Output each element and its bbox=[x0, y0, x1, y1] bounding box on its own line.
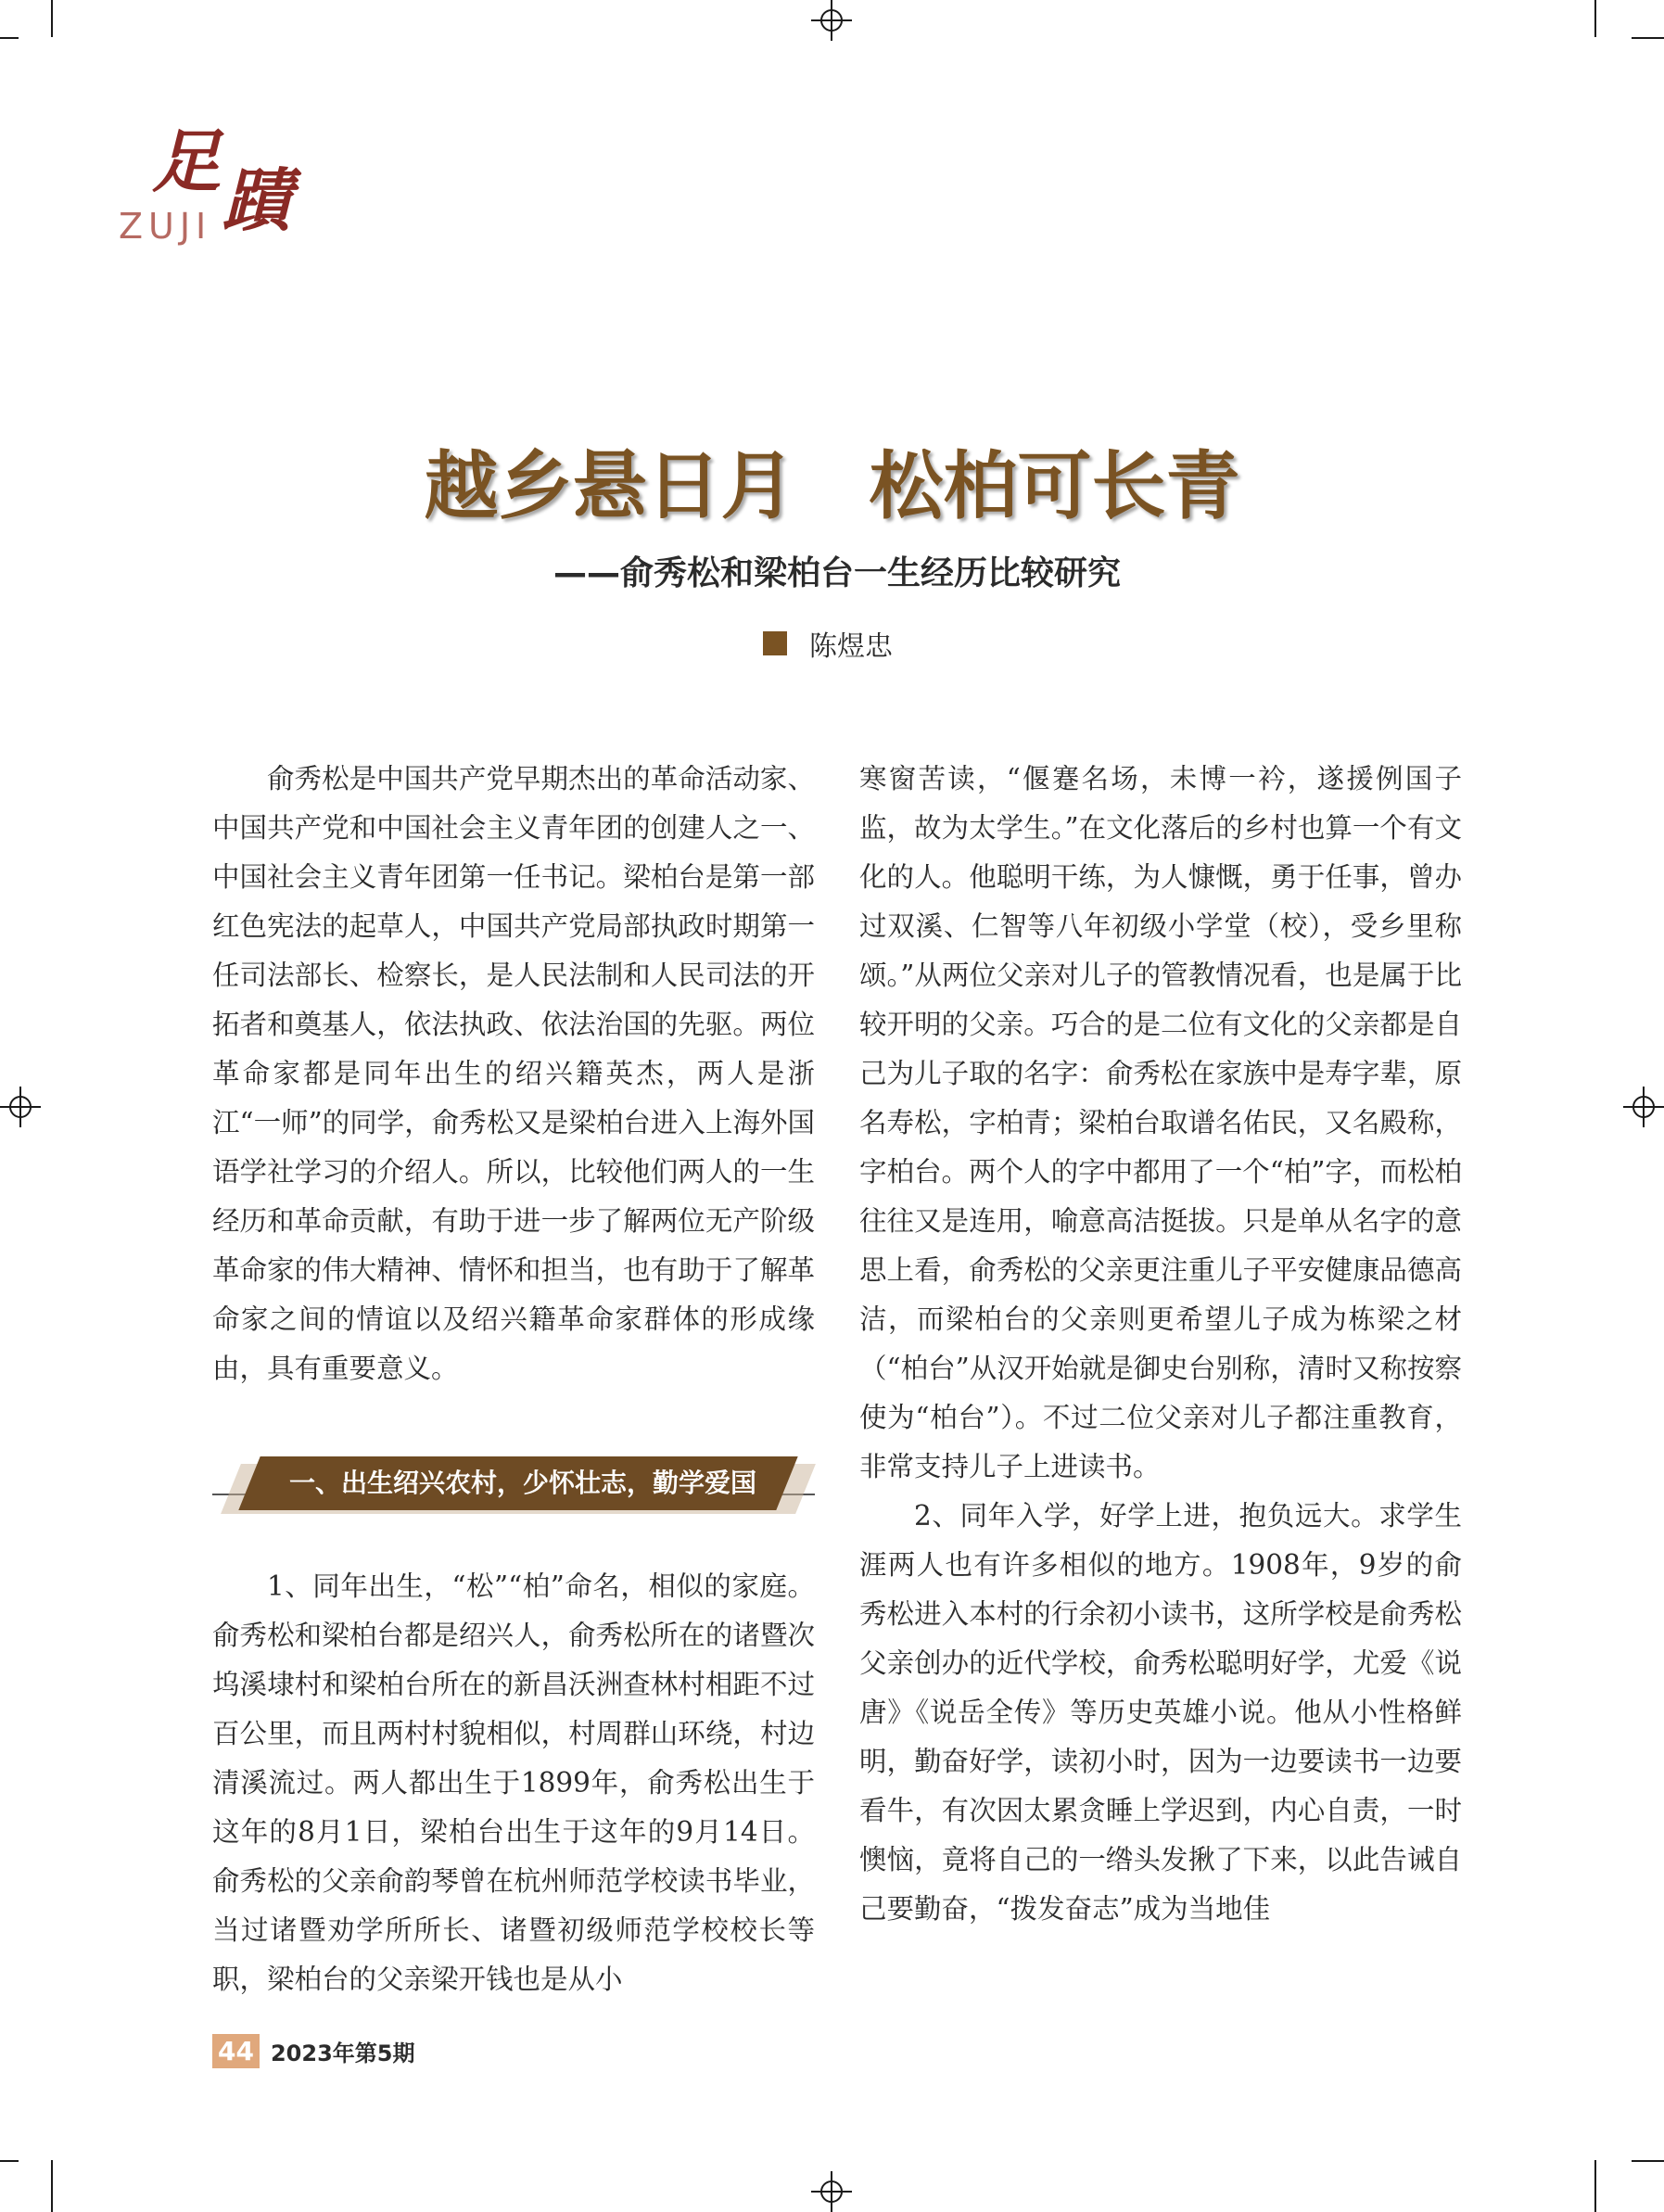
author-name: 陈煜忠 bbox=[809, 630, 893, 663]
crop-mark bbox=[51, 2160, 53, 2212]
crop-mark bbox=[1632, 2160, 1664, 2162]
body-paragraph: 2、同年入学，好学上进，抱负远大。求学生涯两人也有许多相似的地方。1908年，9岁的俞秀松进入本村的行余初小读书，这所学校是俞秀松父亲创办的近代学校，俞秀松聪明好学，尤爱《说唐》《说岳全传》等历史英雄小说。他从小性格鲜明，勤奋好学，读初小时，因为一边要读书一边要看牛，有次因太累贪睡上学迟到，内心自责，一时懊恼，竟将自己的一绺头发揪了下来，以此告诫自己要勤奋，“拨发奋志”成为当地佳 bbox=[859, 1500, 1462, 1925]
page-footer bbox=[212, 2034, 414, 2068]
right-column bbox=[859, 755, 1462, 1934]
author-byline bbox=[763, 623, 893, 664]
article-title: 越乡悬日月 松柏可长青 bbox=[424, 443, 1240, 529]
heading-text: 一、出生绍兴农村，少怀壮志，勤学爱国 bbox=[288, 1468, 756, 1498]
issue-label: 2023年第5期 bbox=[270, 2040, 415, 2066]
page-number: 44 bbox=[212, 2034, 260, 2068]
crop-mark bbox=[0, 37, 19, 39]
crop-mark bbox=[1594, 0, 1596, 37]
crop-mark bbox=[1594, 2160, 1596, 2212]
intro-paragraph: 俞秀松是中国共产党早期杰出的革命活动家、中国共产党和中国社会主义青年团的创建人之一、中国社会主义青年团第一任书记。梁柏台是第一部红色宪法的起草人，中国共产党局部执政时期第一任司法部长、检察长，是人民法制和人民司法的开拓者和奠基人，依法执政、依法治国的先驱。两位革命家都是同年出生的绍兴籍英杰，两人是浙江“一师”的同学，俞秀松又是梁柏台进入上海外国语学社学习的介绍人。所以，比较他们两人的一生经历和革命贡献，有助于进一步了解两位无产阶级革命家的伟大精神、情怀和担当，也有助于了解革命家之间的情谊以及绍兴籍革命家群体的形成缘由，具有重要意义。 bbox=[212, 763, 815, 1384]
crop-mark bbox=[51, 0, 53, 37]
byline-square-icon bbox=[763, 631, 787, 655]
registration-mark-icon bbox=[0, 1087, 41, 1127]
registration-mark-icon bbox=[811, 0, 852, 41]
crop-mark bbox=[1632, 37, 1664, 39]
registration-mark-icon bbox=[1623, 1087, 1664, 1127]
body-paragraph: 寒窗苦读，“偃蹇名场，未博一衿，遂援例国子监，故为太学生。”在文化落后的乡村也算一个有文化的人。他聪明干练，为人慷慨，勇于任事，曾办过双溪、仁智等八年初级小学堂（校），受乡里称颂。”从两位父亲对儿子的管教情况看，也是属于比较开明的父亲。巧合的是二位有文化的父亲都是自己为儿子取的名字：俞秀松在家族中是寿字辈，原名寿松，字柏青；梁柏台取谱名佑民，又名殿称，字柏台。两个人的字中都用了一个“柏”字，而松柏往往又是连用，喻意高洁挺拔。只是单从名字的意思上看，俞秀松的父亲更注重儿子平安健康品德高洁，而梁柏台的父亲则更希望儿子成为栋梁之材（“柏台”从汉开始就是御史台别称，清时又称按察使为“柏台”）。不过二位父亲对儿子都注重教育，非常支持儿子上进读书。 bbox=[859, 763, 1462, 1482]
section-logo-latin: ZUJI bbox=[119, 206, 212, 247]
body-paragraph: 1、同年出生，“松”“柏”命名，相似的家庭。俞秀松和梁柏台都是绍兴人，俞秀松所在的诸暨次坞溪埭村和梁柏台所在的新昌沃洲查林村相距不过百公里，而且两村村貌相似，村周群山环绕，村边清溪流过。两人都出生于1899年，俞秀松出生于这年的8月1日，梁柏台出生于这年的9月14日。俞秀松的父亲俞韵琴曾在杭州师范学校读书毕业，当过诸暨劝学所所长、诸暨初级师范学校校长等职，梁柏台的父亲梁开钱也是从小 bbox=[212, 1570, 815, 1995]
left-column bbox=[212, 755, 815, 2004]
registration-mark-icon bbox=[811, 2171, 852, 2212]
section-logo-chinese: 足 蹟 bbox=[152, 122, 286, 241]
crop-mark bbox=[0, 2160, 19, 2162]
article-subtitle: ——俞秀松和梁柏台一生经历比较研究 bbox=[553, 554, 1122, 592]
section-logo bbox=[113, 122, 299, 258]
section-heading bbox=[212, 1449, 815, 1516]
